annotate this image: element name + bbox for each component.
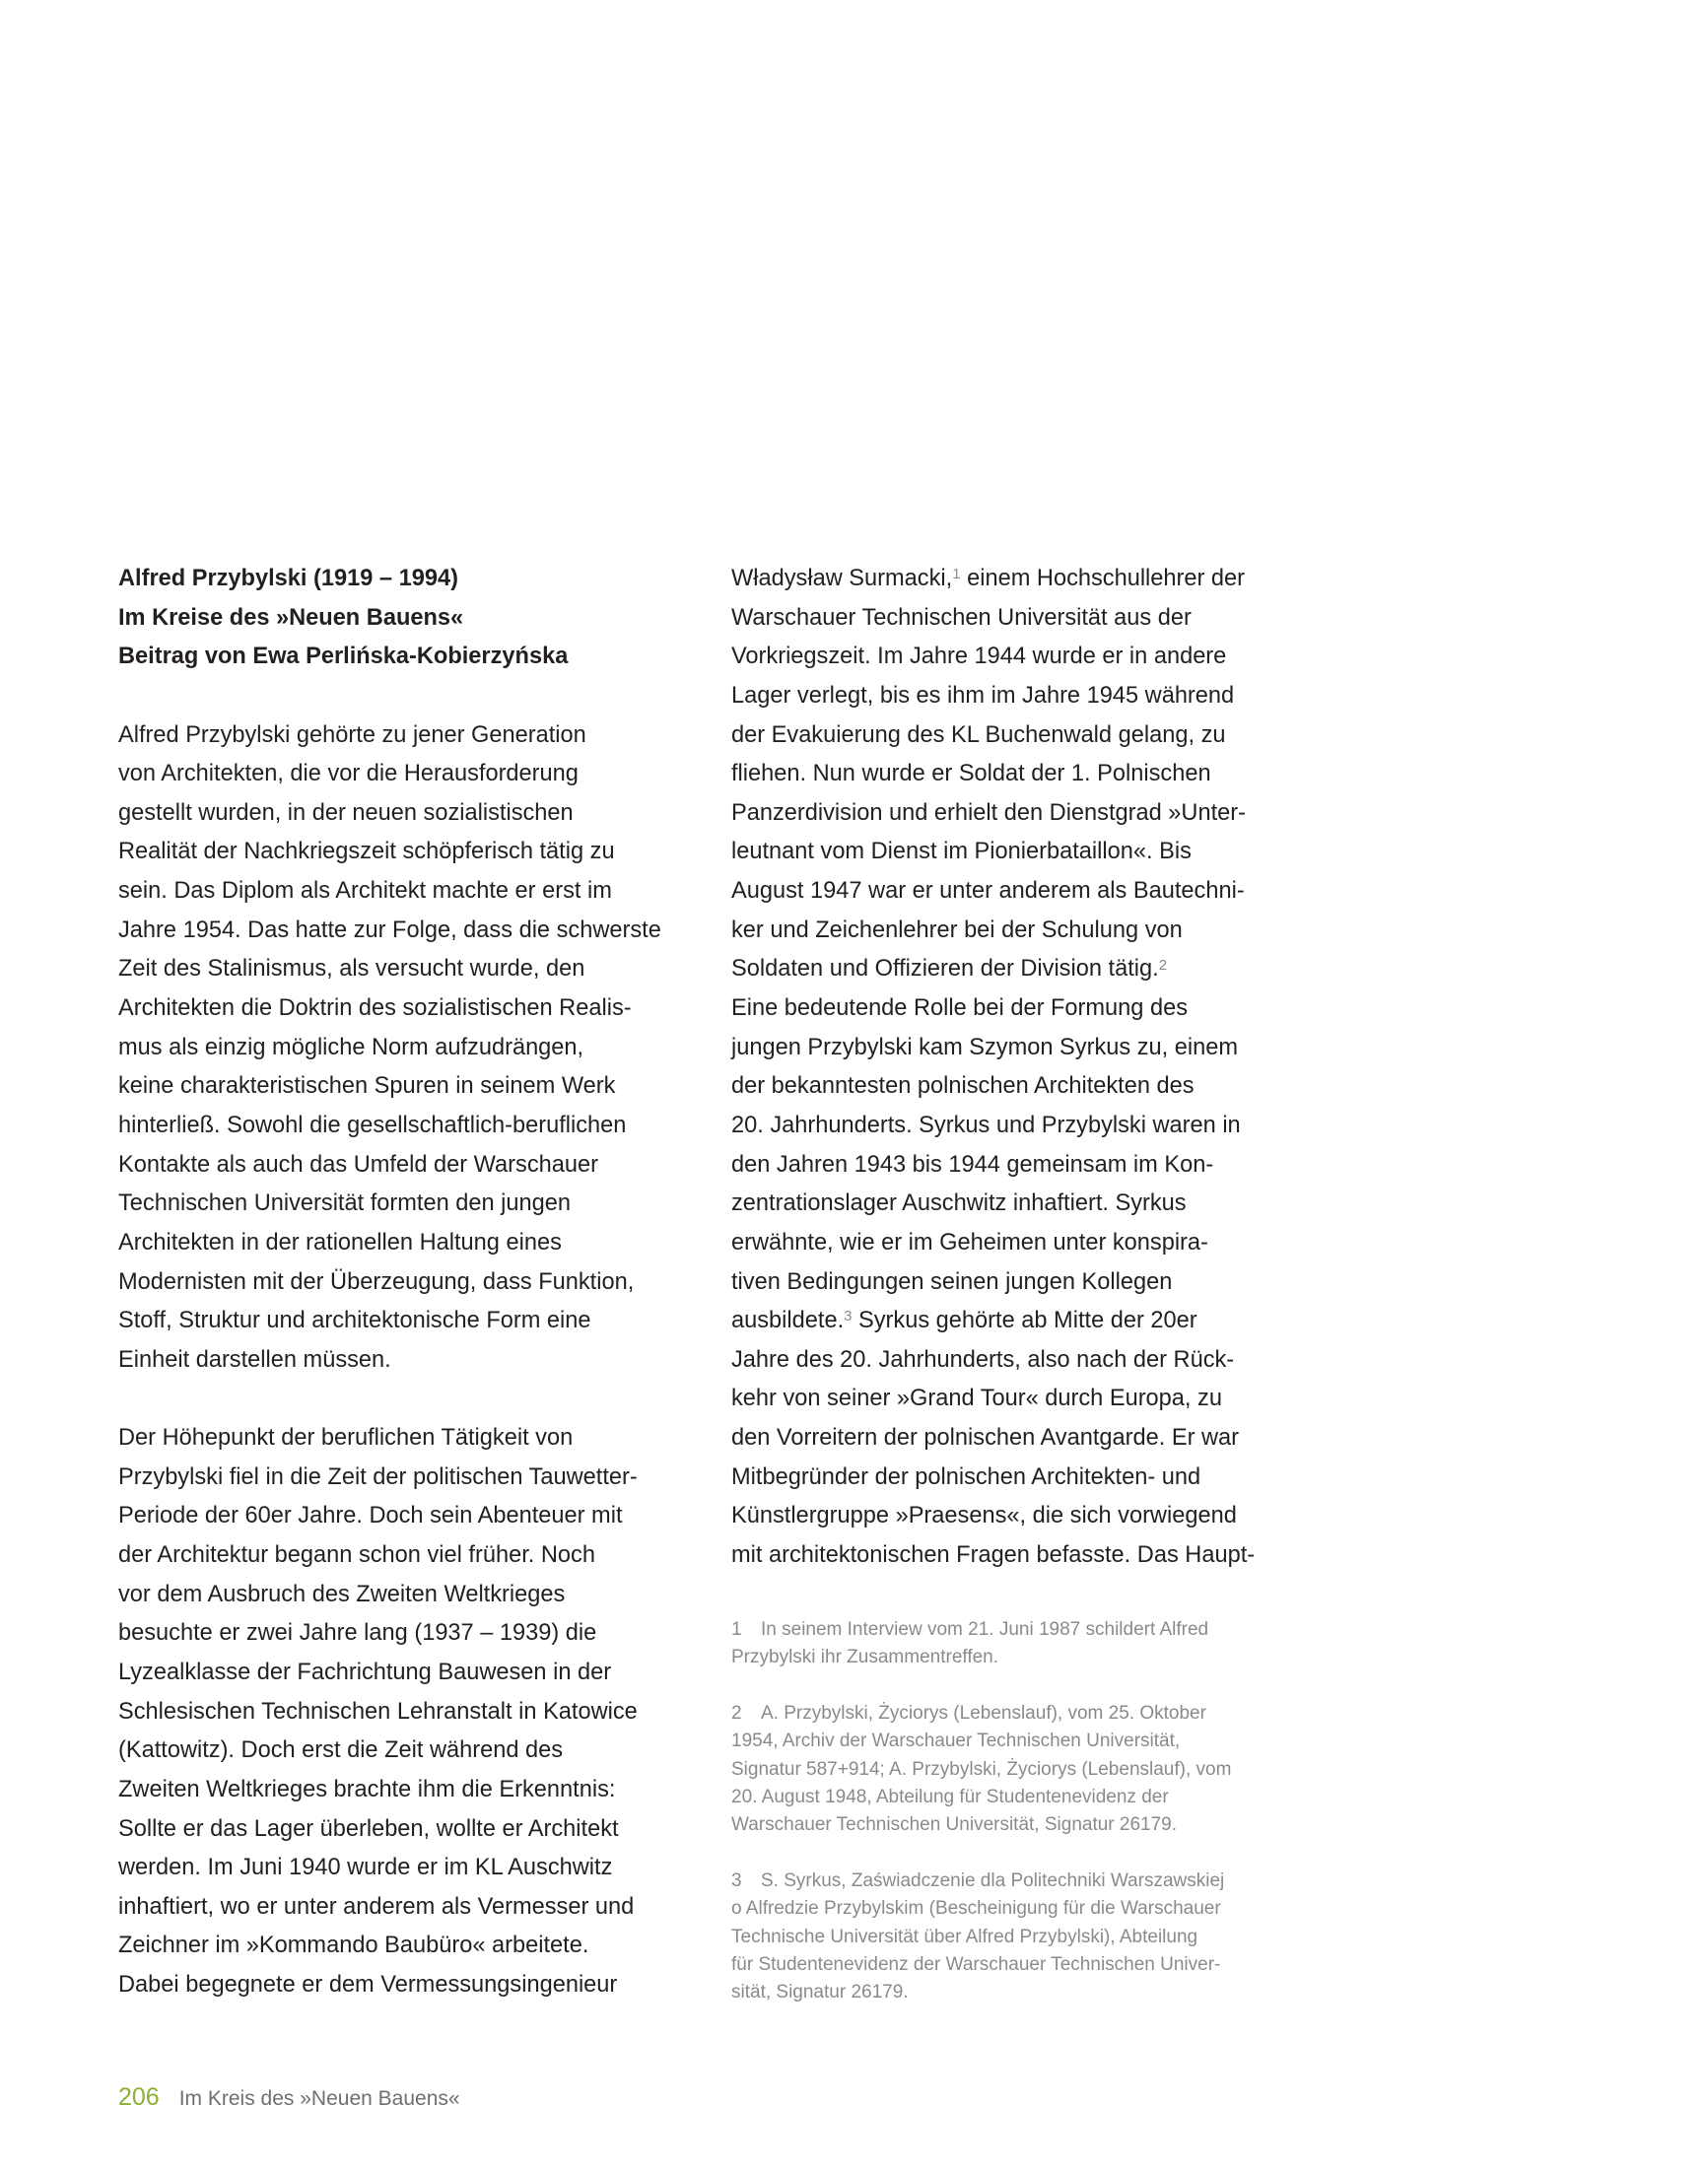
right-column xyxy=(731,560,1332,1576)
text-line xyxy=(731,560,1332,599)
footnote-line: Warschauer Technischen Universität, Signatur 26179. xyxy=(731,1814,1178,1836)
text-line: Lyzealklasse der Fachrichtung Bauwesen in der xyxy=(118,1659,612,1685)
text-line: Kontakte als auch das Umfeld der Warschauer xyxy=(118,1151,598,1178)
footnote-number: 1 xyxy=(731,1619,742,1640)
footnote-1 xyxy=(731,1616,1332,1672)
footnote-text: S. Syrkus, Zaświadczenie dla Politechniki Warszawskiej xyxy=(761,1869,1225,1891)
text-line: Architekten die Doktrin des sozialistischen Realis- xyxy=(118,995,632,1022)
body-paragraph-2 xyxy=(118,1419,719,2005)
text-line: August 1947 war er unter anderem als Bautechni- xyxy=(731,878,1245,905)
footnote-line xyxy=(731,1867,1332,1895)
text-line: mus als einzig mögliche Norm aufzudrängen, xyxy=(118,1034,584,1060)
text-line: Mitbegründer der polnischen Architekten- und xyxy=(731,1463,1201,1490)
heading-line: Alfred Przybylski (1919 – 1994) xyxy=(118,566,458,591)
body-paragraph-1 xyxy=(118,716,719,1381)
footnote-line xyxy=(731,1616,1332,1644)
text-line: zentrationslager Auschwitz inhaftiert. Syrkus xyxy=(731,1190,1187,1217)
text-line: Dabei begegnete er dem Vermessungsingenieur xyxy=(118,1972,618,1999)
left-column xyxy=(118,560,719,2005)
running-title: Im Kreis des »Neuen Bauens« xyxy=(178,2087,460,2110)
text-line: Eine bedeutende Rolle bei der Formung des xyxy=(731,995,1189,1022)
text-line: den Vorreitern der polnischen Avantgarde. Er war xyxy=(731,1425,1240,1452)
text-line: sein. Das Diplom als Architekt machte er erst im xyxy=(118,878,612,905)
text-line: von Architekten, die vor die Herausforderung xyxy=(118,761,579,787)
footnote-number: 2 xyxy=(731,1702,742,1724)
footnote-ref-3[interactable]: 3 xyxy=(844,1308,853,1325)
text-line: tiven Bedingungen seinen jungen Kollegen xyxy=(731,1268,1173,1295)
page-footer xyxy=(118,2079,460,2117)
text-line: Technischen Universität formten den jungen xyxy=(118,1190,572,1217)
text-line: Zweiten Weltkrieges brachte ihm die Erkenntnis: xyxy=(118,1776,616,1802)
footnote-2 xyxy=(731,1700,1332,1840)
footnote-line: Technische Universität über Alfred Przybylski), Abteilung xyxy=(731,1926,1198,1947)
text-segment: Syrkus gehörte ab Mitte der 20er xyxy=(852,1308,1197,1334)
text-line: Zeichner im »Kommando Baubüro« arbeitete. xyxy=(118,1933,589,1959)
text-line xyxy=(731,1302,1332,1341)
text-segment: einem Hochschullehrer der xyxy=(960,566,1246,591)
text-line: vor dem Ausbruch des Zweiten Weltkrieges xyxy=(118,1581,566,1607)
text-line: fliehen. Nun wurde er Soldat der 1. Polnischen xyxy=(731,761,1211,787)
text-line: keine charakteristischen Spuren in seinem Werk xyxy=(118,1073,616,1100)
text-line: Einheit darstellen müssen. xyxy=(118,1346,391,1373)
text-line: hinterließ. Sowohl die gesellschaftlich-beruflichen xyxy=(118,1112,627,1138)
footnote-3 xyxy=(731,1867,1332,2007)
page-number: 206 xyxy=(118,2083,160,2111)
text-line: den Jahren 1943 bis 1944 gemeinsam im Kon- xyxy=(731,1151,1214,1178)
text-line: Vorkriegszeit. Im Jahre 1944 wurde er in andere xyxy=(731,644,1227,670)
text-line: Sollte er das Lager überleben, wollte er Architekt xyxy=(118,1815,619,1842)
text-segment: ausbildete. xyxy=(731,1308,845,1334)
text-line: (Kattowitz). Doch erst die Zeit während des xyxy=(118,1737,564,1764)
footnote-ref-1[interactable]: 1 xyxy=(952,566,961,583)
text-line: Panzerdivision und erhielt den Dienstgrad »Unter- xyxy=(731,799,1246,826)
text-line: Schlesischen Technischen Lehranstalt in Katowice xyxy=(118,1698,638,1725)
text-line: Alfred Przybylski gehörte zu jener Generation xyxy=(118,721,586,748)
footnotes xyxy=(731,1616,1332,2035)
footnote-number: 3 xyxy=(731,1869,742,1891)
footnote-text: In seinem Interview vom 21. Juni 1987 schildert Alfred xyxy=(761,1619,1209,1640)
text-line: der Evakuierung des KL Buchenwald gelang, zu xyxy=(731,721,1226,748)
text-line xyxy=(731,950,1332,989)
text-line: Jahre 1954. Das hatte zur Folge, dass die schwerste xyxy=(118,917,661,943)
text-line: Stoff, Struktur und architektonische Form eine xyxy=(118,1308,591,1334)
text-line: Der Höhepunkt der beruflichen Tätigkeit von xyxy=(118,1425,574,1452)
text-line: Periode der 60er Jahre. Doch sein Abenteuer mit xyxy=(118,1503,623,1529)
heading-line: Im Kreise des »Neuen Bauens« xyxy=(118,604,464,631)
text-line: der bekanntesten polnischen Architekten des xyxy=(731,1073,1195,1100)
text-line: ker und Zeichenlehrer bei der Schulung von xyxy=(731,917,1183,943)
footnote-line: Przybylski ihr Zusammentreffen. xyxy=(731,1647,999,1668)
text-line: erwähnte, wie er im Geheimen unter konspira- xyxy=(731,1229,1208,1256)
text-line: Przybylski fiel in die Zeit der politischen Tauwetter- xyxy=(118,1463,638,1490)
footnote-line: o Alfredzie Przybylskim (Bescheinigung für die Warschauer xyxy=(731,1898,1221,1920)
text-line: Künstlergruppe »Praesens«, die sich vorwiegend xyxy=(731,1503,1237,1529)
text-line: Modernisten mit der Überzeugung, dass Funktion, xyxy=(118,1268,635,1295)
text-line: besuchte er zwei Jahre lang (1937 – 1939) die xyxy=(118,1620,597,1647)
footnote-line: sität, Signatur 26179. xyxy=(731,1982,909,2003)
text-line: Architekten in der rationellen Haltung eines xyxy=(118,1229,562,1256)
footnote-ref-2[interactable]: 2 xyxy=(1158,956,1168,974)
footnote-line: 20. August 1948, Abteilung für Studentenevidenz der xyxy=(731,1786,1169,1807)
footnote-line: 1954, Archiv der Warschauer Technischen Universität, xyxy=(731,1731,1181,1752)
footnote-line: für Studentenevidenz der Warschauer Technischen Univer- xyxy=(731,1953,1221,1975)
text-line: 20. Jahrhunderts. Syrkus und Przybylski waren in xyxy=(731,1112,1241,1138)
text-segment: Soldaten und Offizieren der Division tätig. xyxy=(731,956,1159,983)
footnote-line: Signatur 587+914; A. Przybylski, Życiorys (Lebenslauf), vom xyxy=(731,1758,1232,1780)
heading-line: Beitrag von Ewa Perlińska-Kobierzyńska xyxy=(118,644,569,670)
text-line: Realität der Nachkriegszeit schöpferisch tätig zu xyxy=(118,839,615,865)
article-heading xyxy=(118,560,719,677)
text-line: Lager verlegt, bis es ihm im Jahre 1945 während xyxy=(731,682,1235,709)
text-line: mit architektonischen Fragen befasste. Das Haupt- xyxy=(731,1542,1256,1569)
text-line: leutnant vom Dienst im Pionierbataillon«. Bis xyxy=(731,839,1192,865)
text-line: Zeit des Stalinismus, als versucht wurde, den xyxy=(118,956,585,983)
footnote-text: A. Przybylski, Życiorys (Lebenslauf), vom 25. Oktober xyxy=(761,1702,1206,1724)
text-segment: Władysław Surmacki, xyxy=(731,566,953,591)
text-line: der Architektur begann schon viel früher. Noch xyxy=(118,1542,595,1569)
text-line: kehr von seiner »Grand Tour« durch Europa, zu xyxy=(731,1386,1222,1412)
text-line: Warschauer Technischen Universität aus der xyxy=(731,604,1192,631)
text-line: jungen Przybylski kam Szymon Syrkus zu, einem xyxy=(731,1034,1239,1060)
text-line: gestellt wurden, in der neuen sozialistischen xyxy=(118,799,574,826)
text-line: werden. Im Juni 1940 wurde er im KL Auschwitz xyxy=(118,1855,613,1881)
footnote-line xyxy=(731,1700,1332,1728)
text-line: inhaftiert, wo er unter anderem als Vermesser und xyxy=(118,1893,635,1920)
text-line: Jahre des 20. Jahrhunderts, also nach der Rück- xyxy=(731,1346,1235,1373)
